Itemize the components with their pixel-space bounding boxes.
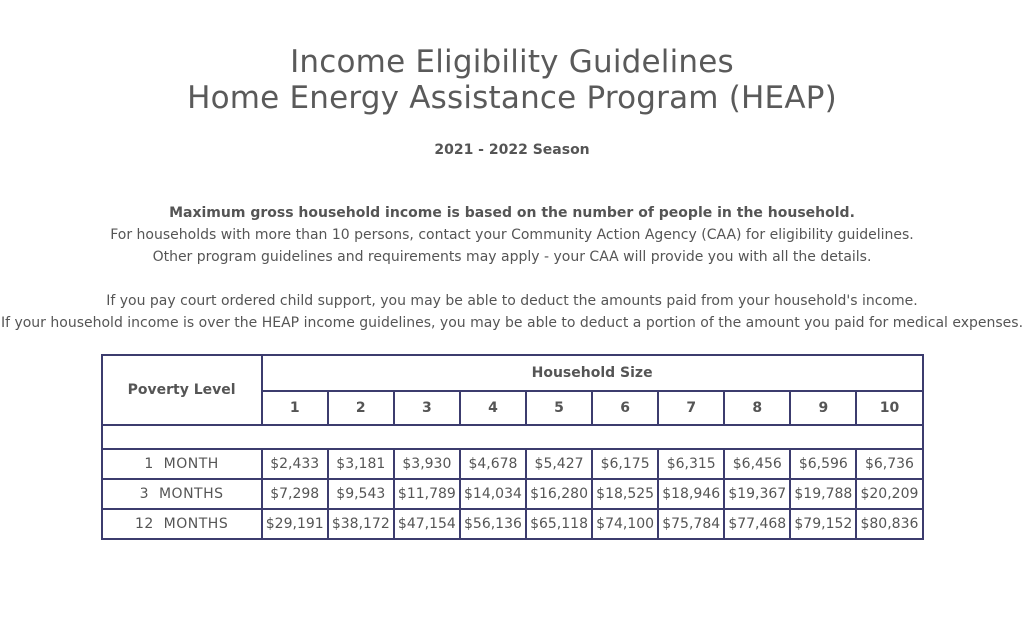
income-cell: $3,181: [328, 449, 394, 479]
spacer-row: [102, 425, 923, 449]
season-label: 2021 - 2022 Season: [434, 142, 590, 158]
income-cell: $6,736: [856, 449, 922, 479]
info-gap: [0, 268, 1024, 290]
income-table: [101, 354, 924, 540]
income-cell: $9,543: [328, 479, 394, 509]
poverty-level-header: Poverty Level: [102, 355, 262, 425]
income-cell: $75,784: [658, 509, 724, 539]
income-cell: $2,433: [262, 449, 328, 479]
income-cell: $38,172: [328, 509, 394, 539]
household-size-8: 8: [724, 391, 790, 425]
income-cell: $11,789: [394, 479, 460, 509]
info-line-5: If your household income is over the HEAP income guidelines, you may be able to deduct a portion of the amount you paid for medical expenses.: [0, 315, 1024, 331]
household-size-5: 5: [526, 391, 592, 425]
income-cell: $19,367: [724, 479, 790, 509]
info-block: [0, 202, 1024, 334]
table-row: [102, 509, 923, 539]
info-bold-line: Maximum gross household income is based on the number of people in the household.: [169, 205, 855, 221]
income-cell: $4,678: [460, 449, 526, 479]
income-cell: $18,946: [658, 479, 724, 509]
income-cell: $14,034: [460, 479, 526, 509]
income-cell: $47,154: [394, 509, 460, 539]
income-cell: $20,209: [856, 479, 922, 509]
page-title: [0, 44, 1024, 116]
household-size-2: 2: [328, 391, 394, 425]
spacer-cell: [102, 425, 923, 449]
income-cell: $80,836: [856, 509, 922, 539]
household-size-9: 9: [790, 391, 856, 425]
title-line-2: Home Energy Assistance Program (HEAP): [187, 80, 837, 116]
row-label: 1 MONTH: [102, 449, 262, 479]
income-cell: $5,427: [526, 449, 592, 479]
table-row: [102, 449, 923, 479]
income-cell: $16,280: [526, 479, 592, 509]
income-cell: $19,788: [790, 479, 856, 509]
household-size-header: Household Size: [262, 355, 923, 391]
income-cell: $65,118: [526, 509, 592, 539]
income-cell: $79,152: [790, 509, 856, 539]
income-cell: $6,596: [790, 449, 856, 479]
row-label: 12 MONTHS: [102, 509, 262, 539]
income-cell: $3,930: [394, 449, 460, 479]
household-size-4: 4: [460, 391, 526, 425]
income-cell: $56,136: [460, 509, 526, 539]
household-size-10: 10: [856, 391, 922, 425]
household-size-3: 3: [394, 391, 460, 425]
household-size-6: 6: [592, 391, 658, 425]
info-line-2: For households with more than 10 persons, contact your Community Action Agency (CAA) for eligibility guidelines.: [110, 227, 914, 243]
title-line-1: Income Eligibility Guidelines: [290, 44, 734, 80]
income-cell: $7,298: [262, 479, 328, 509]
household-size-1: 1: [262, 391, 328, 425]
income-cell: $6,315: [658, 449, 724, 479]
info-line-4: If you pay court ordered child support, you may be able to deduct the amounts paid from your household's income.: [106, 293, 918, 309]
row-label: 3 MONTHS: [102, 479, 262, 509]
income-cell: $18,525: [592, 479, 658, 509]
income-cell: $29,191: [262, 509, 328, 539]
household-size-7: 7: [658, 391, 724, 425]
income-cell: $6,175: [592, 449, 658, 479]
income-cell: $74,100: [592, 509, 658, 539]
income-cell: $77,468: [724, 509, 790, 539]
table-row: [102, 479, 923, 509]
income-cell: $6,456: [724, 449, 790, 479]
info-line-3: Other program guidelines and requirements may apply - your CAA will provide you with all the details.: [152, 249, 872, 265]
